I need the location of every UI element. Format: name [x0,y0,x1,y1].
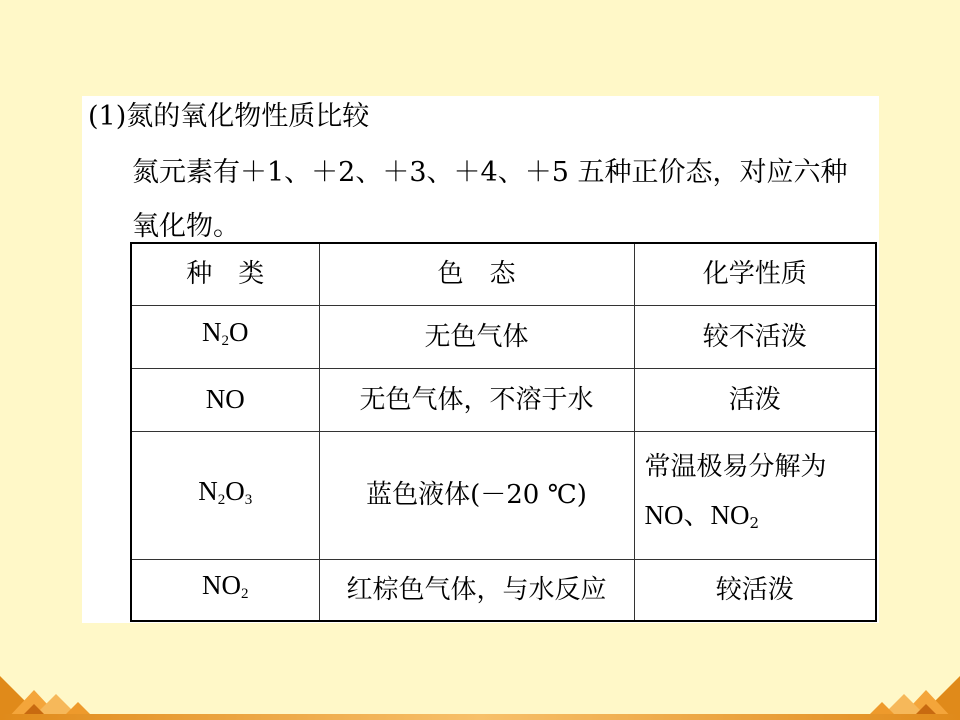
formula-tail: O [229,317,249,347]
property-cell: 较不活泼 [634,305,876,368]
intro-line-1: 氮元素有＋1、＋2、＋3、＋4、＋5 五种正价态，对应六种 [132,157,848,188]
state-cell: 无色气体，不溶于水 [319,368,634,431]
species-cell [131,305,319,368]
section-heading: (1)氮的氧化物性质比较 [88,101,370,132]
table-row [131,431,876,559]
table-header-row [131,243,876,305]
formula-subscript: 2 [217,491,226,508]
formula-base: N [198,475,218,506]
property-formula: NO、NO [644,500,750,530]
formula-base: NO [205,384,245,414]
slide-content [82,96,879,623]
state-cell: 蓝色液体(－20 ℃) [319,431,634,559]
formula-subscript: 2 [749,514,760,532]
property-line-1: 常温极易分解为 [644,452,827,482]
species-cell [131,368,319,431]
species-cell [131,431,319,559]
species-cell [131,559,319,621]
state-cell: 红棕色气体，与水反应 [319,559,634,621]
bottom-accent-bar [0,714,960,720]
intro-paragraph [132,146,874,254]
right-corner-decoration [850,668,960,720]
table-row [131,559,876,621]
intro-line-2: 氧化物。 [132,211,240,242]
property-cell: 较活泼 [634,559,876,621]
formula-subscript: 2 [221,333,229,349]
left-corner-decoration [0,668,110,720]
formula-base: N [202,317,222,347]
property-cell [634,431,876,559]
formula-subscript: 2 [241,586,249,603]
property-line-2 [645,491,872,547]
header-state: 色 态 [319,243,634,305]
nitrogen-oxides-table [130,242,877,622]
table-row [131,368,876,431]
header-species: 种 类 [131,243,319,305]
state-cell: 无色气体 [319,305,634,368]
formula-subscript: 3 [244,491,253,508]
header-property: 化学性质 [634,243,876,305]
formula-tail: O [225,475,245,506]
formula-base: NO [202,570,241,601]
table-row [131,305,876,368]
property-cell: 活泼 [634,368,876,431]
